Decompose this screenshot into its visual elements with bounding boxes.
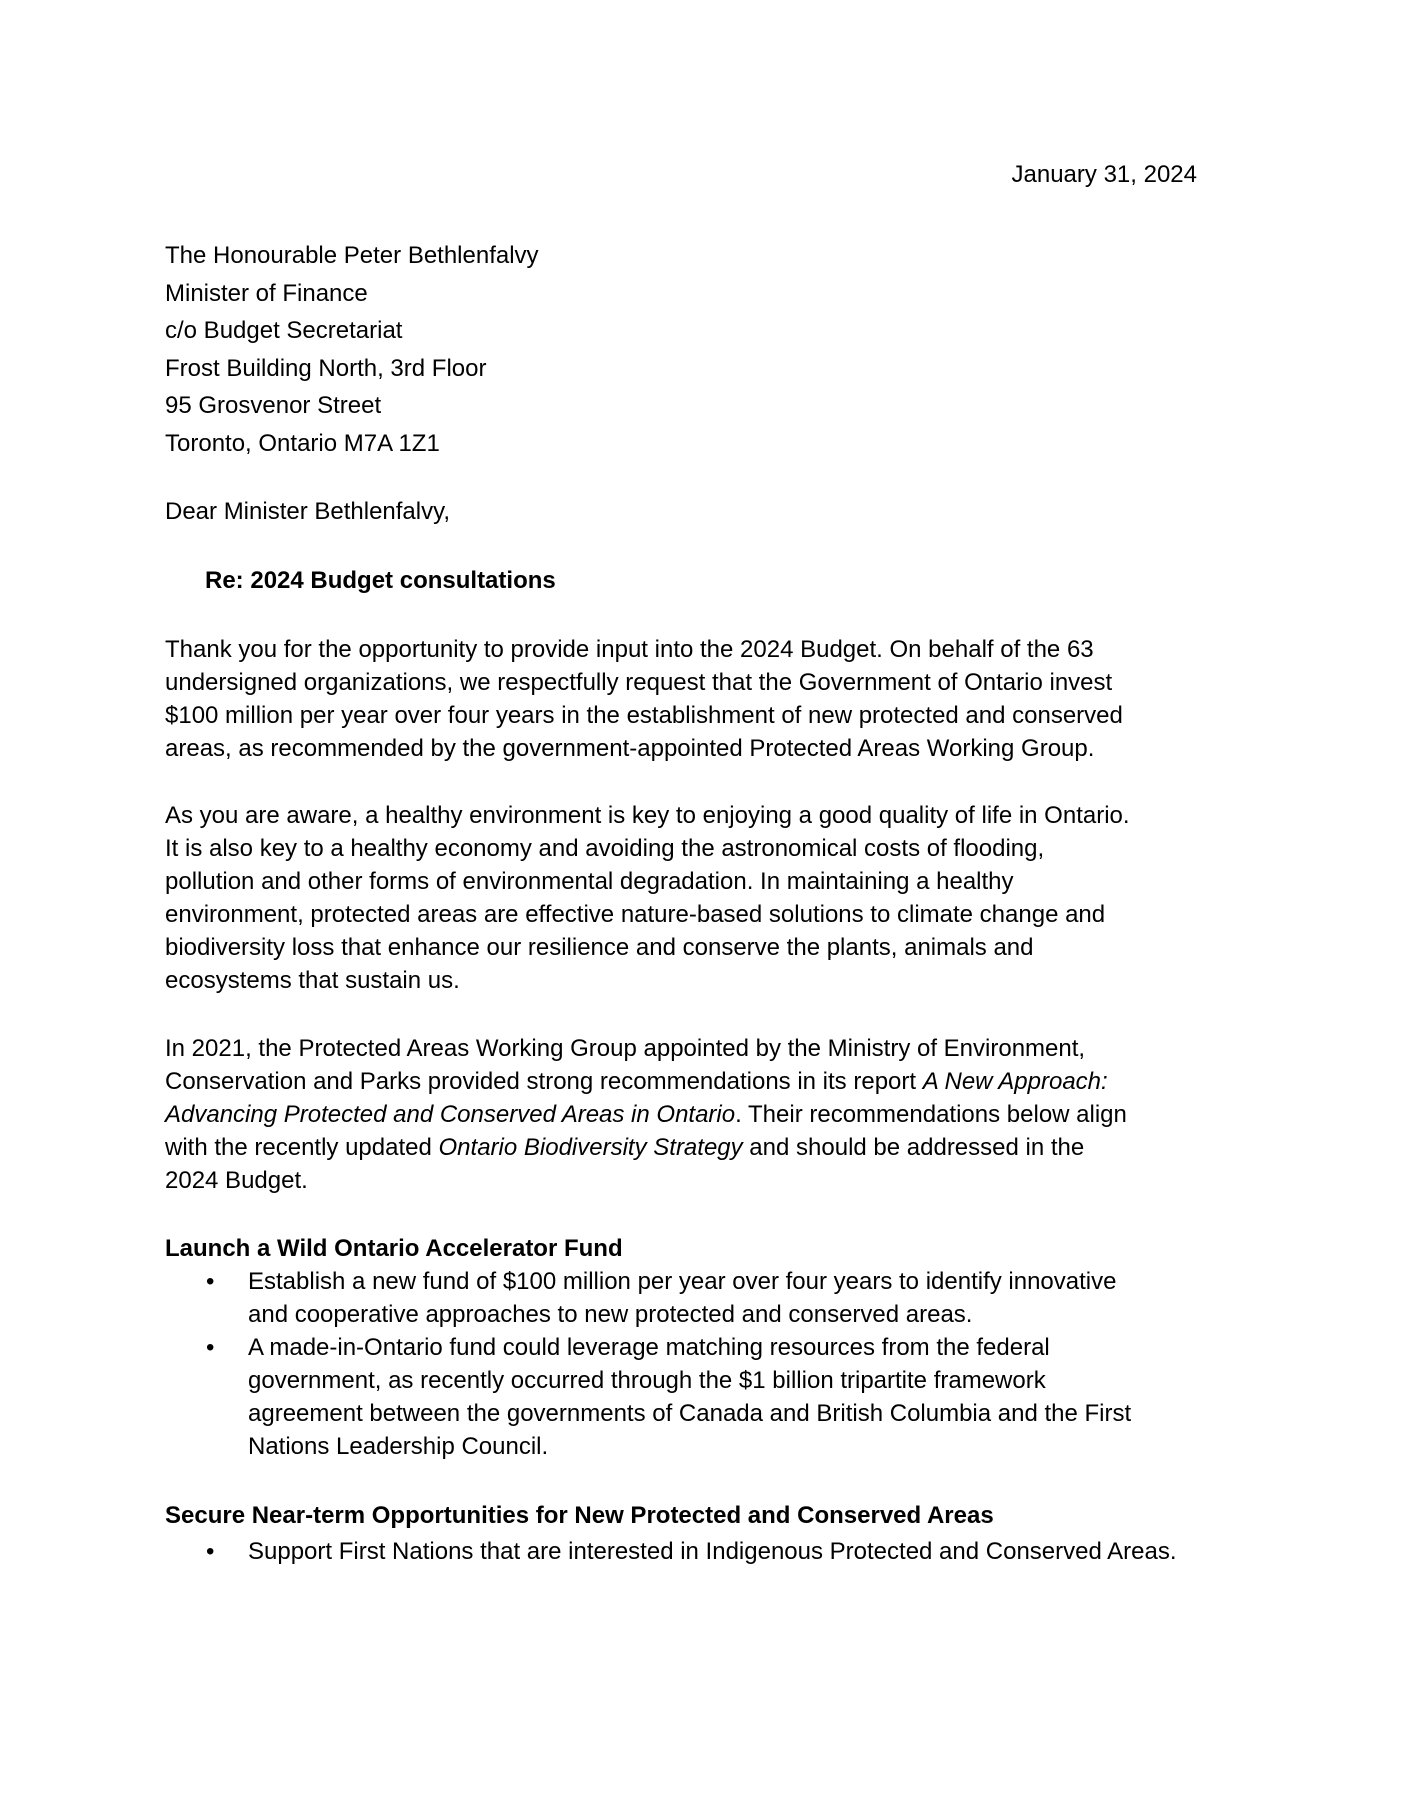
bullet-text [248,1265,1241,1331]
text-line: undersigned organizations, we respectfully request that the Government of Ontario invest [165,669,1113,696]
section-heading-near-term-opportunities: Secure Near-term Opportunities for New Protected and Conserved Areas [165,1502,994,1529]
text-line: In 2021, the Protected Areas Working Group appointed by the Ministry of Environment, [165,1035,1086,1062]
text-line: A made-in-Ontario fund could leverage matching resources from the federal [248,1334,1050,1361]
text-line: $100 million per year over four years in the establishment of new protected and conserved [165,702,1123,729]
text-line: Areas. [1107,1538,1177,1565]
text-line: ecosystems that sustain us. [165,967,460,994]
bullet-text [248,1331,1241,1463]
bullet-text [248,1535,1241,1568]
text-line: environment, protected areas are effective nature-based solutions to climate change and [165,901,1106,928]
recipient-title: Minister of Finance [165,279,368,307]
text-line: Establish a new fund of $100 million per year over four years to identify innovative [248,1268,1117,1295]
bullet-list-near-term-opportunities [165,1535,1241,1568]
paragraph-thank-you [165,633,1241,765]
text-line: As you are aware, a healthy environment is key to enjoying a good quality of life in Ontario. [165,802,1130,829]
strategy-title-italic: Ontario Biodiversity Strategy [438,1134,743,1161]
paragraph-healthy-environment [165,799,1241,997]
text-line: pollution and other forms of environmental degradation. In maintaining a healthy [165,868,1014,895]
text-segment: Conservation and Parks provided strong recommendations in its report [165,1068,923,1095]
text-segment: and should be addressed in the [742,1134,1085,1161]
list-item [165,1535,1241,1568]
text-line: Support First Nations that are interested in Indigenous Protected and Conserved [248,1538,1102,1565]
recipient-street: 95 Grosvenor Street [165,392,382,419]
letter-date: January 31, 2024 [1011,161,1197,188]
text-line [165,1131,1241,1164]
bullet-icon [206,1265,248,1298]
report-title-italic: Advancing Protected and Conserved Areas in Ontario [165,1101,736,1128]
text-line: areas, as recommended by the government-appointed Protected Areas Working Group. [165,735,1095,762]
recipient-name: The Honourable Peter Bethlenfalvy [165,242,539,269]
recipient-address [165,237,1241,462]
subject-line: Re: 2024 Budget consultations [205,567,556,594]
recipient-care-of: c/o Budget Secretariat [165,317,403,344]
text-line: Thank you for the opportunity to provide input into the 2024 Budget. On behalf of the 63 [165,636,1094,663]
text-line [165,1098,1241,1131]
text-line: It is also key to a healthy economy and avoiding the astronomical costs of flooding, [165,835,1045,862]
text-segment: . Their recommendations below align [735,1101,1127,1128]
report-title-italic: A New Approach: [922,1068,1108,1095]
text-line: biodiversity loss that enhance our resilience and conserve the plants, animals and [165,934,1034,961]
paragraph-working-group [165,1032,1241,1197]
text-line [165,1065,1241,1098]
text-line: agreement between the governments of Canada and British Columbia and the First [248,1400,1132,1427]
list-item [165,1331,1241,1463]
recipient-building: Frost Building North, 3rd Floor [165,354,487,382]
text-line: 2024 Budget. [165,1167,308,1194]
bullet-list-accelerator-fund [165,1265,1241,1463]
bullet-icon [206,1535,248,1568]
recipient-city: Toronto, Ontario M7A 1Z1 [165,429,440,457]
text-segment: with the recently updated [165,1134,439,1161]
bullet-icon [206,1331,248,1364]
text-line: and cooperative approaches to new protected and conserved areas. [248,1301,973,1328]
section-heading-accelerator-fund: Launch a Wild Ontario Accelerator Fund [165,1235,623,1262]
text-line: Nations Leadership Council. [248,1433,549,1460]
salutation: Dear Minister Bethlenfalvy, [165,498,450,525]
text-line: government, as recently occurred through the $1 billion tripartite framework [248,1367,1046,1394]
list-item [165,1265,1241,1331]
